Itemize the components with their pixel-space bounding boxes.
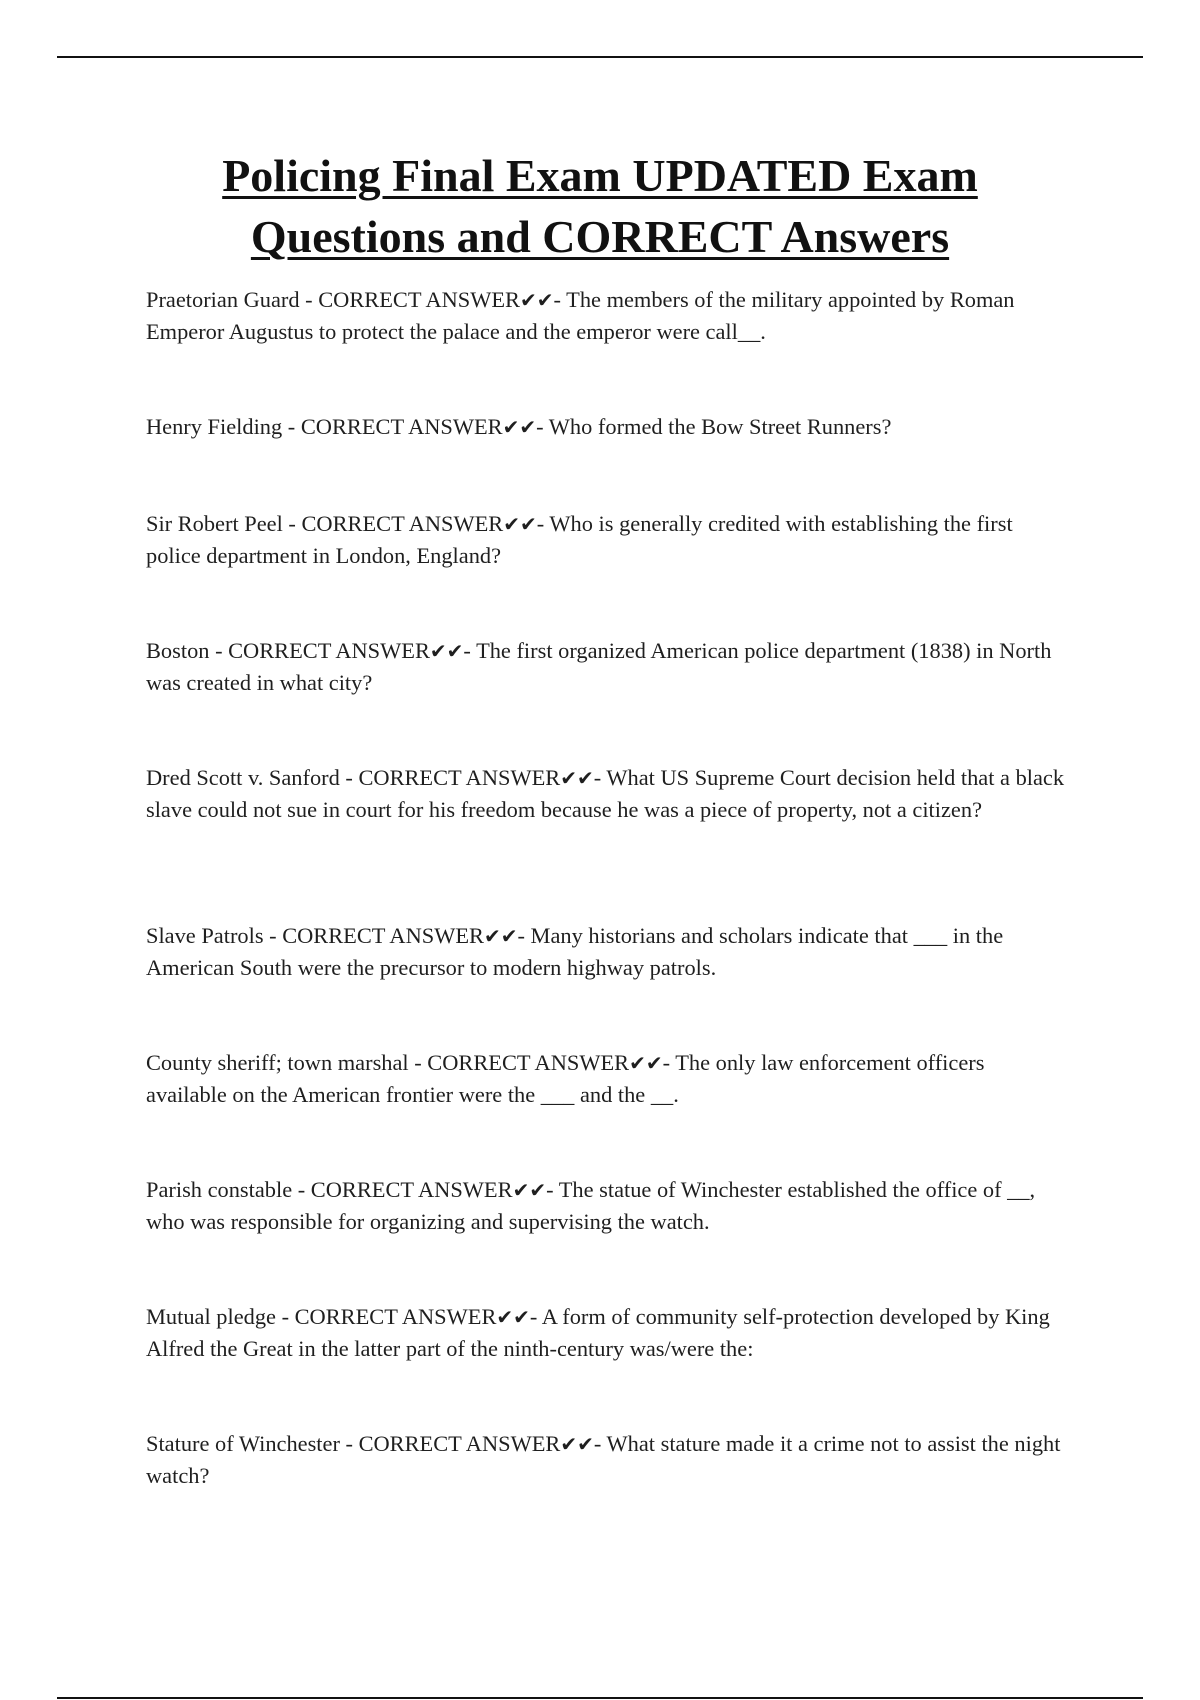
check-mark-icon: ✔✔	[496, 1305, 530, 1329]
question-text: The only law enforcement officers available on the American frontier were the ___ and the __.	[146, 1050, 985, 1107]
check-mark-icon: ✔✔	[502, 415, 537, 439]
answer-prefix: -	[536, 414, 549, 439]
check-mark-icon: ✔✔	[503, 512, 537, 536]
correct-answer-label: - CORRECT ANSWER	[282, 511, 504, 536]
answer-text: Sir Robert Peel	[146, 511, 283, 536]
qa-item	[146, 284, 1066, 348]
question-text: A form of community self-protection developed by King Alfred the Great in the latter part of the ninth-century was/were the:	[146, 1304, 1050, 1361]
top-rule	[57, 56, 1143, 58]
answer-prefix: -	[662, 1050, 676, 1075]
answer-prefix: -	[593, 765, 607, 790]
page-title	[100, 145, 1100, 267]
qa-item	[146, 762, 1066, 826]
correct-answer-label: - CORRECT ANSWER	[282, 414, 503, 439]
answer-prefix: -	[553, 287, 567, 312]
answer-text: Slave Patrols	[146, 923, 264, 948]
title-line-2: Questions and CORRECT Answers	[250, 211, 950, 262]
check-mark-icon: ✔✔	[483, 924, 518, 948]
question-text: What stature made it a crime not to assist the night watch?	[146, 1431, 1061, 1488]
check-mark-icon: ✔✔	[560, 766, 594, 790]
qa-item	[146, 635, 1066, 699]
answer-text: Henry Fielding	[146, 414, 283, 439]
answer-prefix: -	[463, 638, 477, 663]
qa-item	[146, 1174, 1066, 1238]
answer-text: County sheriff; town marshal	[146, 1050, 409, 1075]
answer-prefix: -	[546, 1177, 559, 1202]
question-text: Many historians and scholars indicate that ___ in the American South were the precursor to modern highway patrols.	[146, 923, 1004, 980]
answer-prefix: -	[529, 1304, 542, 1329]
qa-item	[146, 1047, 1066, 1111]
answer-text: Mutual pledge	[146, 1304, 276, 1329]
correct-answer-label: - CORRECT ANSWER	[408, 1050, 630, 1075]
answer-prefix: -	[593, 1431, 607, 1456]
question-text: Who is generally credited with establishing the first police department in London, England?	[146, 511, 1013, 568]
correct-answer-label: - CORRECT ANSWER	[339, 1431, 561, 1456]
correct-answer-label: - CORRECT ANSWER	[292, 1177, 513, 1202]
question-text: Who formed the Bow Street Runners?	[548, 414, 892, 439]
check-mark-icon: ✔✔	[629, 1051, 663, 1075]
check-mark-icon: ✔✔	[512, 1178, 547, 1202]
answer-prefix: -	[517, 923, 531, 948]
question-text: The members of the military appointed by Roman Emperor Augustus to protect the palace and the emperor were call__.	[146, 287, 1015, 344]
title-line-1: Policing Final Exam UPDATED Exam	[222, 150, 978, 201]
question-text: The statue of Winchester established the office of __, who was responsible for organizing and supervising the watch.	[146, 1177, 1036, 1234]
check-mark-icon: ✔✔	[520, 288, 554, 312]
qa-item	[146, 920, 1066, 984]
check-mark-icon: ✔✔	[560, 1432, 594, 1456]
check-mark-icon: ✔✔	[429, 639, 464, 663]
question-text: The first organized American police department (1838) in North was created in what city?	[146, 638, 1052, 695]
question-text: What US Supreme Court decision held that a black slave could not sue in court for his freedom because he was a piece of property, not a citizen?	[146, 765, 1065, 822]
bottom-rule	[57, 1697, 1143, 1699]
answer-text: Dred Scott v. Sanford	[146, 765, 340, 790]
correct-answer-label: - CORRECT ANSWER	[299, 287, 520, 312]
correct-answer-label: - CORRECT ANSWER	[339, 765, 561, 790]
answer-text: Parish constable	[146, 1177, 293, 1202]
correct-answer-label: - CORRECT ANSWER	[263, 923, 484, 948]
qa-item	[146, 1428, 1066, 1492]
answer-text: Stature of Winchester	[146, 1431, 340, 1456]
qa-item	[146, 1301, 1066, 1365]
qa-item	[146, 411, 1066, 443]
answer-text: Praetorian Guard	[146, 287, 300, 312]
qa-item	[146, 508, 1066, 572]
correct-answer-label: - CORRECT ANSWER	[275, 1304, 497, 1329]
answer-prefix: -	[536, 511, 550, 536]
correct-answer-label: - CORRECT ANSWER	[209, 638, 430, 663]
answer-text: Boston	[146, 638, 210, 663]
